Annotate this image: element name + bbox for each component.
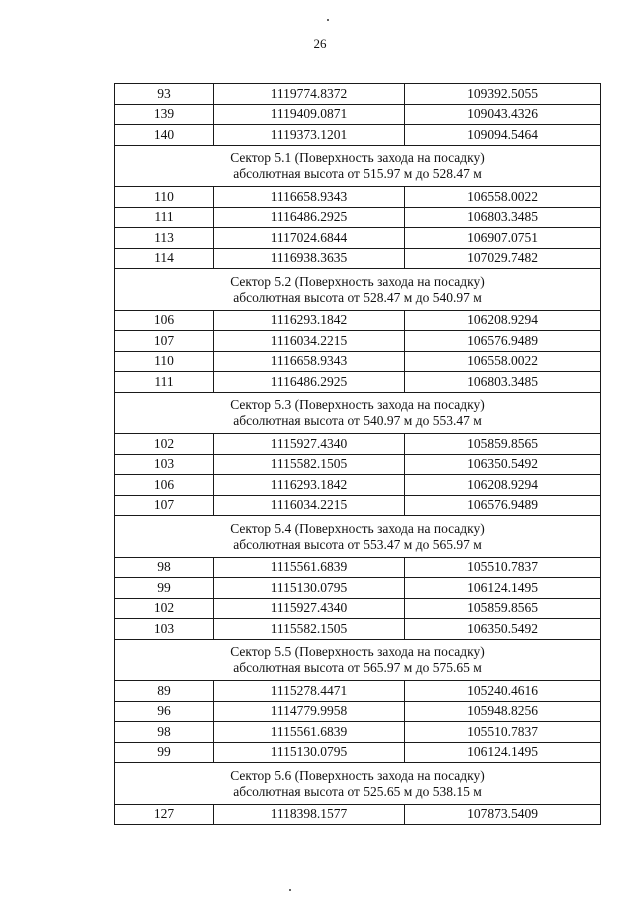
sector-header-row [115,392,601,434]
y-coordinate-cell: 105510.7837 [405,557,601,578]
table-row [115,104,601,125]
y-coordinate-cell: 106208.9294 [405,310,601,331]
y-coordinate-cell: 106124.1495 [405,578,601,599]
table-row [115,557,601,578]
sector-header-cell [115,639,601,681]
page-number: 26 [313,36,327,51]
table-row [115,372,601,393]
point-number-cell: 111 [115,207,214,228]
y-coordinate-cell: 106803.3485 [405,207,601,228]
sector-header-cell [115,269,601,311]
x-coordinate-cell: 1115927.4340 [214,598,405,619]
x-coordinate-cell: 1119774.8372 [214,84,405,105]
x-coordinate-cell: 1116293.1842 [214,310,405,331]
sector-altitude-range: абсолютная высота от 553.47 м до 565.97 м [233,536,482,552]
table-row [115,619,601,640]
y-coordinate-cell: 106208.9294 [405,475,601,496]
sector-header-cell [115,145,601,187]
point-number-cell: 102 [115,598,214,619]
table-row [115,331,601,352]
coordinates-table [114,83,601,825]
y-coordinate-cell: 106907.0751 [405,228,601,249]
table-row [115,351,601,372]
x-coordinate-cell: 1115561.6839 [214,722,405,743]
y-coordinate-cell: 106350.5492 [405,619,601,640]
sector-header-row [115,269,601,311]
table-row [115,310,601,331]
point-number-cell: 110 [115,187,214,208]
x-coordinate-cell: 1115561.6839 [214,557,405,578]
y-coordinate-cell: 105859.8565 [405,434,601,455]
point-number-cell: 110 [115,351,214,372]
scan-speck [327,19,329,21]
point-number-cell: 98 [115,557,214,578]
y-coordinate-cell: 106576.9489 [405,331,601,352]
y-coordinate-cell: 109094.5464 [405,125,601,146]
point-number-cell: 107 [115,495,214,516]
point-number-cell: 93 [115,84,214,105]
point-number-cell: 111 [115,372,214,393]
point-number-cell: 103 [115,619,214,640]
sector-header-row [115,516,601,558]
y-coordinate-cell: 106124.1495 [405,742,601,763]
y-coordinate-cell: 105240.4616 [405,681,601,702]
point-number-cell: 96 [115,701,214,722]
y-coordinate-cell: 106350.5492 [405,454,601,475]
sector-title: Сектор 5.5 (Поверхность захода на посадку) [230,644,485,660]
sector-title: Сектор 5.1 (Поверхность захода на посадку) [230,150,485,166]
sector-header-row [115,639,601,681]
point-number-cell: 102 [115,434,214,455]
x-coordinate-cell: 1116658.9343 [214,187,405,208]
table-row [115,742,601,763]
point-number-cell: 139 [115,104,214,125]
sector-altitude-range: абсолютная высота от 565.97 м до 575.65 м [233,660,482,676]
y-coordinate-cell: 106558.0022 [405,351,601,372]
x-coordinate-cell: 1115582.1505 [214,619,405,640]
y-coordinate-cell: 107029.7482 [405,248,601,269]
sector-header-row [115,145,601,187]
x-coordinate-cell: 1118398.1577 [214,804,405,825]
point-number-cell: 107 [115,331,214,352]
x-coordinate-cell: 1115927.4340 [214,434,405,455]
sector-altitude-range: абсолютная высота от 525.65 м до 538.15 м [233,783,482,799]
sector-altitude-range: абсолютная высота от 540.97 м до 553.47 м [233,413,482,429]
x-coordinate-cell: 1116293.1842 [214,475,405,496]
x-coordinate-cell: 1119373.1201 [214,125,405,146]
table-row [115,578,601,599]
table-row [115,84,601,105]
coordinates-table-body [115,84,601,825]
table-row [115,187,601,208]
table-row [115,701,601,722]
x-coordinate-cell: 1116486.2925 [214,207,405,228]
x-coordinate-cell: 1116938.3635 [214,248,405,269]
x-coordinate-cell: 1116486.2925 [214,372,405,393]
table-row [115,681,601,702]
sector-header-row [115,763,601,805]
x-coordinate-cell: 1114779.9958 [214,701,405,722]
sector-header-cell [115,392,601,434]
y-coordinate-cell: 106576.9489 [405,495,601,516]
table-row [115,248,601,269]
table-row [115,804,601,825]
point-number-cell: 99 [115,742,214,763]
point-number-cell: 98 [115,722,214,743]
x-coordinate-cell: 1116034.2215 [214,331,405,352]
table-row [115,475,601,496]
table-row [115,454,601,475]
point-number-cell: 99 [115,578,214,599]
x-coordinate-cell: 1115582.1505 [214,454,405,475]
x-coordinate-cell: 1115130.0795 [214,742,405,763]
sector-altitude-range: абсолютная высота от 528.47 м до 540.97 м [233,289,482,305]
table-row [115,228,601,249]
sector-title: Сектор 5.4 (Поверхность захода на посадку) [230,520,485,536]
table-row [115,125,601,146]
x-coordinate-cell: 1117024.6844 [214,228,405,249]
table-row [115,434,601,455]
point-number-cell: 114 [115,248,214,269]
point-number-cell: 127 [115,804,214,825]
sector-title: Сектор 5.6 (Поверхность захода на посадку) [230,767,485,783]
scan-speck [289,889,291,891]
x-coordinate-cell: 1119409.0871 [214,104,405,125]
point-number-cell: 89 [115,681,214,702]
sector-title: Сектор 5.3 (Поверхность захода на посадку) [230,397,485,413]
x-coordinate-cell: 1116658.9343 [214,351,405,372]
x-coordinate-cell: 1115130.0795 [214,578,405,599]
point-number-cell: 103 [115,454,214,475]
x-coordinate-cell: 1116034.2215 [214,495,405,516]
x-coordinate-cell: 1115278.4471 [214,681,405,702]
point-number-cell: 106 [115,475,214,496]
sector-title: Сектор 5.2 (Поверхность захода на посадку) [230,273,485,289]
point-number-cell: 113 [115,228,214,249]
y-coordinate-cell: 109043.4326 [405,104,601,125]
y-coordinate-cell: 105859.8565 [405,598,601,619]
point-number-cell: 106 [115,310,214,331]
sector-header-cell [115,763,601,805]
table-row [115,598,601,619]
table-row [115,207,601,228]
y-coordinate-cell: 107873.5409 [405,804,601,825]
y-coordinate-cell: 105510.7837 [405,722,601,743]
sector-altitude-range: абсолютная высота от 515.97 м до 528.47 м [233,166,482,182]
point-number-cell: 140 [115,125,214,146]
y-coordinate-cell: 105948.8256 [405,701,601,722]
y-coordinate-cell: 106558.0022 [405,187,601,208]
table-row [115,495,601,516]
y-coordinate-cell: 106803.3485 [405,372,601,393]
sector-header-cell [115,516,601,558]
y-coordinate-cell: 109392.5055 [405,84,601,105]
table-row [115,722,601,743]
